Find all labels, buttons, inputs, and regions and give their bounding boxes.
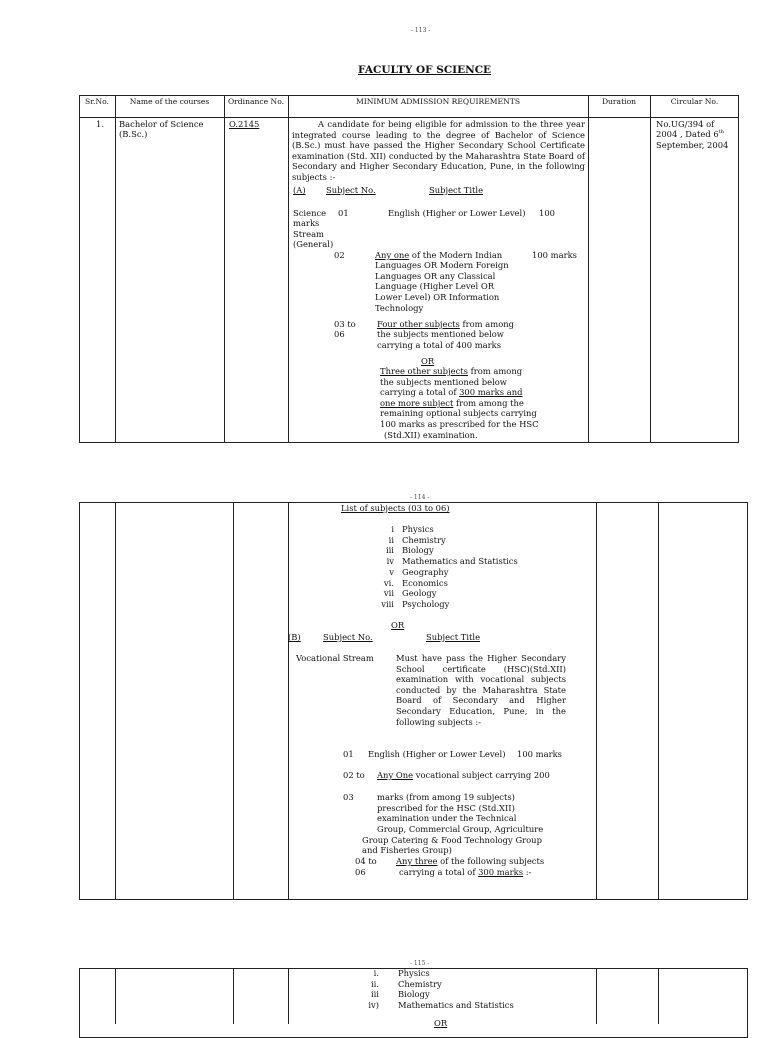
subject-list-title: List of subjects (03 to 06) <box>341 503 450 513</box>
voc-subject-04-no-b: 06 <box>355 867 366 877</box>
subject-name: Biology <box>402 545 434 556</box>
alt-line4: one more subject from among the <box>380 398 524 408</box>
voc-subject-04-line1: Any three of the following subjects <box>396 856 545 866</box>
subject-numeral: i <box>391 524 394 534</box>
voc-line2: prescribed for the HSC (Std.XII) <box>377 803 515 813</box>
voc-subject-04-line2: carrying a total of 300 marks :- <box>399 867 532 877</box>
subject-02-no: 02 <box>334 250 345 260</box>
voc-line6: and Fisheries Group) <box>362 845 452 855</box>
voc-subject-03-no: 03 <box>343 792 354 802</box>
subject-title-heading: Subject Title <box>429 185 484 195</box>
page-number: - 115 - <box>410 960 430 967</box>
subject-02-marks: 100 marks <box>532 250 577 260</box>
or-separator: OR <box>421 356 435 366</box>
subject-name: Geography <box>402 566 449 577</box>
voc-line3: examination under the Technical <box>377 813 517 823</box>
alt-line2: the subjects mentioned below <box>380 377 507 387</box>
subject-name: Mathematics and Statistics <box>402 556 518 567</box>
or-separator: OR <box>434 1018 448 1028</box>
subject-no-heading: Subject No. <box>323 632 373 642</box>
alt-line7: (Std.XII) examination. <box>384 430 478 440</box>
or-separator: OR <box>391 620 405 630</box>
voc-line4: Group, Commercial Group, Agriculture <box>377 824 544 834</box>
circular-line3: September, 2004 <box>656 140 729 150</box>
header-circular: Circular No. <box>670 97 719 106</box>
subject-numeral: vii <box>383 588 394 599</box>
subject-numeral: v <box>389 566 394 577</box>
subject-02-line5: Lower Level) OR Information <box>375 292 500 302</box>
subject-numeral: ii <box>388 534 394 545</box>
subject-name: Mathematics and Statistics <box>398 1000 514 1011</box>
header-requirements: MINIMUM ADMISSION REQUIREMENTS <box>355 97 521 106</box>
stream-label-3: (General) <box>293 239 334 249</box>
subject-numeral: viii <box>381 598 394 609</box>
subject-numeral: iii <box>385 545 394 556</box>
page-number: - 114 - <box>410 494 430 501</box>
course-name-line2: (B.Sc.) <box>119 129 148 139</box>
subject-02-line4: Language (Higher Level OR <box>375 281 495 291</box>
voc-subject-01-no: 01 <box>343 749 354 759</box>
subject-01-title: English (Higher or Lower Level) <box>388 208 526 218</box>
alt-line5: remaining optional subjects carrying <box>380 408 537 418</box>
subject-03-no-a: 03 to <box>334 319 356 329</box>
subject-03-no-b: 06 <box>334 329 345 339</box>
subsection-b: (B) <box>288 632 301 642</box>
page-title: FACULTY OF SCIENCE <box>358 64 492 76</box>
subject-name: Geology <box>402 588 437 599</box>
header-duration: Duration <box>601 97 637 106</box>
subject-numeral: vi. <box>383 577 394 588</box>
requirement-intro: A candidate for being eligible for admission to the three year integrated course leading to the degree of Bachelor of Science (B.Sc.) must have passed the Higher Secondary School Certificate examination (Std. XII) conducted by the Maharashtra State Board of Secondary and Higher Secondary Education, Pune, in the following subjects :- <box>292 119 585 182</box>
subject-02-line6: Technology <box>375 303 424 313</box>
alt-line6: 100 marks as prescribed for the HSC <box>380 419 539 429</box>
voc-subject-02-line1: Any One vocational subject carrying 200 <box>377 770 550 780</box>
ordinance-number: O.2145 <box>229 119 260 129</box>
subject-numeral: iv) <box>368 1000 379 1011</box>
subject-03-line2: the subjects mentioned below <box>377 329 504 339</box>
subject-01-marks-unit: marks <box>293 218 320 228</box>
subject-numeral: iii <box>370 989 379 1000</box>
vocational-requirement: Must have pass the Higher Secondary School certificate (HSC)(Std.XII) examination with vocational subjects conducted by the Maharashtra State Board of Secondary and Higher Secondary Education, Pune, in the following subjects :- <box>396 653 566 727</box>
voc-line1: marks (from among 19 subjects) <box>377 792 515 802</box>
sr-number: 1. <box>96 119 104 129</box>
subject-numeral: ii. <box>370 978 379 989</box>
circular-line1: No.UG/394 of <box>656 119 715 129</box>
voc-subject-01-marks: 100 marks <box>517 749 562 759</box>
subject-name: Biology <box>398 989 430 1000</box>
voc-line5: Group Catering & Food Technology Group <box>362 835 542 845</box>
course-name-line1: Bachelor of Science <box>119 119 204 129</box>
subject-title-heading: Subject Title <box>426 632 481 642</box>
alt-line1: Three other subjects from among <box>380 366 523 376</box>
subject-name: Psychology <box>402 598 450 609</box>
subject-02-line2: Languages OR Modern Foreign <box>375 260 509 270</box>
subject-name: Chemistry <box>398 978 442 989</box>
subject-name: Physics <box>398 968 430 978</box>
subsection-a: (A) <box>293 185 306 195</box>
subject-02-line1: Any one of the Modern Indian <box>375 250 503 260</box>
voc-subject-02-no: 02 to <box>343 770 365 780</box>
subject-no-heading: Subject No. <box>326 185 376 195</box>
subject-01-no: 01 <box>338 208 349 218</box>
subject-03-line3: carrying a total of 400 marks <box>377 340 502 350</box>
header-ordinance: Ordinance No. <box>227 97 285 106</box>
subject-numeral: i. <box>373 968 379 978</box>
stream-label-1: Science <box>293 208 327 218</box>
subject-name: Chemistry <box>402 534 446 545</box>
subject-name: Physics <box>402 524 434 534</box>
voc-subject-01-title: English (Higher or Lower Level) <box>368 749 506 759</box>
voc-subject-04-no-a: 04 to <box>355 856 377 866</box>
subject-03-line1: Four other subjects from among <box>377 319 514 329</box>
vocational-stream-label: Vocational Stream <box>296 653 374 663</box>
header-sr-no: Sr.No. <box>85 97 109 106</box>
subject-01-marks: 100 <box>539 208 555 218</box>
stream-label-2: Stream <box>293 229 324 239</box>
any-one-emphasis: Any one <box>375 250 410 260</box>
page-number: - 113 - <box>411 27 431 34</box>
subject-02-line3: Languages OR any Classical <box>375 271 496 281</box>
subject-name: Economics <box>402 577 448 588</box>
circular-line2: 2004 , Dated 6th <box>656 129 724 139</box>
subject-numeral: iv <box>386 556 394 567</box>
alt-line3: carrying a total of 300 marks and <box>380 387 523 397</box>
header-course-name: Name of the courses <box>129 97 210 106</box>
